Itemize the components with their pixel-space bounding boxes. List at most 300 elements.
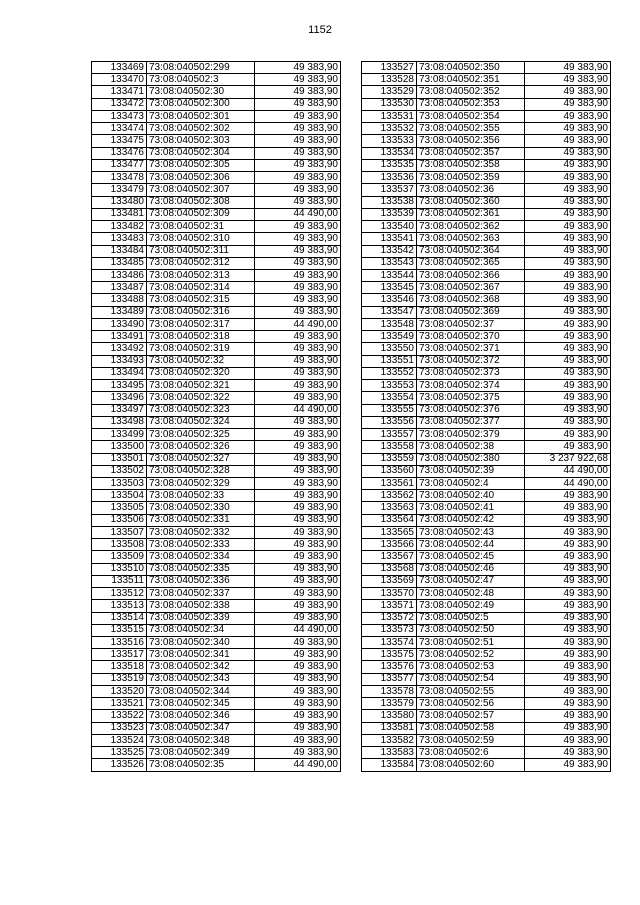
value-cell: 49 383,90 [525,747,611,759]
row-number-cell: 133511 [92,575,147,587]
row-number-cell: 133544 [362,269,417,281]
value-cell: 49 383,90 [255,441,341,453]
table-row [92,110,341,122]
cadastral-number-cell: 73:08:040502:4 [417,477,525,489]
row-number-cell: 133508 [92,539,147,551]
value-cell: 49 383,90 [255,661,341,673]
cadastral-number-cell: 73:08:040502:339 [147,612,255,624]
table-row [362,147,611,159]
table-row [92,575,341,587]
value-cell: 49 383,90 [255,172,341,184]
cadastral-number-cell: 73:08:040502:59 [417,734,525,746]
cadastral-number-cell: 73:08:040502:39 [417,465,525,477]
table-row [362,110,611,122]
row-number-cell: 133577 [362,673,417,685]
cadastral-number-cell: 73:08:040502:369 [417,306,525,318]
cadastral-number-cell: 73:08:040502:341 [147,649,255,661]
table-row [92,490,341,502]
table-row [362,172,611,184]
table-body-right [362,62,611,772]
table-row [92,612,341,624]
value-cell: 49 383,90 [525,575,611,587]
table-row [362,98,611,110]
value-cell: 49 383,90 [525,367,611,379]
value-cell: 49 383,90 [525,98,611,110]
cadastral-number-cell: 73:08:040502:357 [417,147,525,159]
row-number-cell: 133491 [92,331,147,343]
value-cell: 49 383,90 [255,563,341,575]
value-cell: 49 383,90 [525,637,611,649]
value-cell: 49 383,90 [525,429,611,441]
table-row [92,661,341,673]
value-cell: 49 383,90 [255,575,341,587]
cadastral-number-cell: 73:08:040502:332 [147,526,255,538]
value-cell: 49 383,90 [255,685,341,697]
table-row [362,221,611,233]
cadastral-number-cell: 73:08:040502:348 [147,734,255,746]
value-cell: 49 383,90 [525,123,611,135]
table-row [92,747,341,759]
row-number-cell: 133533 [362,135,417,147]
table-row [362,123,611,135]
value-cell: 49 383,90 [525,392,611,404]
row-number-cell: 133509 [92,551,147,563]
cadastral-number-cell: 73:08:040502:320 [147,367,255,379]
table-row [362,355,611,367]
cadastral-number-cell: 73:08:040502:301 [147,110,255,122]
cadastral-number-cell: 73:08:040502:48 [417,588,525,600]
table-row [362,74,611,86]
table-row [92,74,341,86]
table-row [362,306,611,318]
row-number-cell: 133574 [362,637,417,649]
table-row [362,747,611,759]
value-cell: 49 383,90 [255,649,341,661]
cadastral-number-cell: 73:08:040502:346 [147,710,255,722]
value-cell: 49 383,90 [525,245,611,257]
row-number-cell: 133578 [362,685,417,697]
table-row [92,343,341,355]
table-row [362,331,611,343]
value-cell: 49 383,90 [525,490,611,502]
cadastral-number-cell: 73:08:040502:51 [417,637,525,649]
value-cell: 49 383,90 [525,563,611,575]
row-number-cell: 133523 [92,722,147,734]
value-cell: 49 383,90 [255,233,341,245]
cadastral-number-cell: 73:08:040502:40 [417,490,525,502]
value-cell: 49 383,90 [525,343,611,355]
cadastral-number-cell: 73:08:040502:313 [147,269,255,281]
row-number-cell: 133515 [92,624,147,636]
table-row [362,282,611,294]
value-cell: 49 383,90 [255,526,341,538]
cadastral-number-cell: 73:08:040502:350 [417,62,525,74]
cadastral-number-cell: 73:08:040502:60 [417,759,525,771]
value-cell: 49 383,90 [525,722,611,734]
cadastral-number-cell: 73:08:040502:56 [417,698,525,710]
row-number-cell: 133502 [92,465,147,477]
cadastral-number-cell: 73:08:040502:55 [417,685,525,697]
cadastral-number-cell: 73:08:040502:349 [147,747,255,759]
table-row [92,294,341,306]
cadastral-number-cell: 73:08:040502:344 [147,685,255,697]
value-cell: 49 383,90 [255,429,341,441]
table-row [92,429,341,441]
value-cell: 49 383,90 [255,184,341,196]
row-number-cell: 133481 [92,208,147,220]
table-row [92,563,341,575]
value-cell: 49 383,90 [525,257,611,269]
cadastral-number-cell: 73:08:040502:36 [417,184,525,196]
value-cell: 44 490,00 [255,318,341,330]
cadastral-number-cell: 73:08:040502:368 [417,294,525,306]
cadastral-number-cell: 73:08:040502:372 [417,355,525,367]
cadastral-number-cell: 73:08:040502:302 [147,123,255,135]
value-cell: 49 383,90 [525,380,611,392]
row-number-cell: 133489 [92,306,147,318]
value-cell: 49 383,90 [525,331,611,343]
table-row [362,588,611,600]
table-row [92,624,341,636]
row-number-cell: 133549 [362,331,417,343]
table-row [362,734,611,746]
cadastral-number-cell: 73:08:040502:370 [417,331,525,343]
cadastral-number-cell: 73:08:040502:303 [147,135,255,147]
value-cell: 49 383,90 [255,465,341,477]
row-number-cell: 133552 [362,367,417,379]
table-row [92,600,341,612]
cadastral-table-right [361,61,611,772]
value-cell: 49 383,90 [525,661,611,673]
table-row [92,245,341,257]
row-number-cell: 133575 [362,649,417,661]
value-cell: 49 383,90 [255,110,341,122]
row-number-cell: 133535 [362,159,417,171]
cadastral-number-cell: 73:08:040502:305 [147,159,255,171]
row-number-cell: 133553 [362,380,417,392]
cadastral-number-cell: 73:08:040502:312 [147,257,255,269]
cadastral-number-cell: 73:08:040502:300 [147,98,255,110]
table-row [362,392,611,404]
table-row [362,490,611,502]
cadastral-number-cell: 73:08:040502:38 [417,441,525,453]
row-number-cell: 133527 [362,62,417,74]
cadastral-number-cell: 73:08:040502:345 [147,698,255,710]
table-row [362,62,611,74]
cadastral-number-cell: 73:08:040502:52 [417,649,525,661]
row-number-cell: 133519 [92,673,147,685]
value-cell: 49 383,90 [255,135,341,147]
cadastral-number-cell: 73:08:040502:53 [417,661,525,673]
cadastral-number-cell: 73:08:040502:311 [147,245,255,257]
cadastral-number-cell: 73:08:040502:328 [147,465,255,477]
table-row [92,367,341,379]
table-row [362,404,611,416]
cadastral-number-cell: 73:08:040502:334 [147,551,255,563]
cadastral-number-cell: 73:08:040502:32 [147,355,255,367]
cadastral-number-cell: 73:08:040502:41 [417,502,525,514]
cadastral-number-cell: 73:08:040502:299 [147,62,255,74]
row-number-cell: 133550 [362,343,417,355]
row-number-cell: 133534 [362,147,417,159]
row-number-cell: 133504 [92,490,147,502]
row-number-cell: 133536 [362,172,417,184]
value-cell: 49 383,90 [525,147,611,159]
value-cell: 44 490,00 [255,624,341,636]
row-number-cell: 133576 [362,661,417,673]
value-cell: 49 383,90 [525,600,611,612]
row-number-cell: 133556 [362,416,417,428]
row-number-cell: 133475 [92,135,147,147]
table-row [92,233,341,245]
row-number-cell: 133571 [362,600,417,612]
cadastral-number-cell: 73:08:040502:49 [417,600,525,612]
row-number-cell: 133477 [92,159,147,171]
cadastral-number-cell: 73:08:040502:317 [147,318,255,330]
value-cell: 49 383,90 [525,86,611,98]
value-cell: 49 383,90 [255,698,341,710]
value-cell: 49 383,90 [255,74,341,86]
cadastral-number-cell: 73:08:040502:6 [417,747,525,759]
cadastral-number-cell: 73:08:040502:44 [417,539,525,551]
table-row [362,233,611,245]
table-row [362,722,611,734]
row-number-cell: 133483 [92,233,147,245]
cadastral-number-cell: 73:08:040502:50 [417,624,525,636]
table-row [92,269,341,281]
cadastral-number-cell: 73:08:040502:373 [417,367,525,379]
cadastral-number-cell: 73:08:040502:3 [147,74,255,86]
cadastral-number-cell: 73:08:040502:42 [417,514,525,526]
table-row [362,612,611,624]
value-cell: 49 383,90 [255,514,341,526]
row-number-cell: 133500 [92,441,147,453]
value-cell: 49 383,90 [525,282,611,294]
cadastral-number-cell: 73:08:040502:47 [417,575,525,587]
table-row [362,257,611,269]
value-cell: 49 383,90 [525,416,611,428]
table-row [362,575,611,587]
cadastral-number-cell: 73:08:040502:324 [147,416,255,428]
value-cell: 49 383,90 [255,147,341,159]
cadastral-number-cell: 73:08:040502:34 [147,624,255,636]
table-row [362,208,611,220]
table-row [92,147,341,159]
cadastral-number-cell: 73:08:040502:337 [147,588,255,600]
row-number-cell: 133541 [362,233,417,245]
table-row [92,698,341,710]
cadastral-number-cell: 73:08:040502:335 [147,563,255,575]
row-number-cell: 133495 [92,380,147,392]
table-row [362,759,611,771]
table-row [362,196,611,208]
table-row [92,649,341,661]
table-row [362,526,611,538]
table-row [362,685,611,697]
cadastral-number-cell: 73:08:040502:353 [417,98,525,110]
value-cell: 49 383,90 [525,269,611,281]
cadastral-number-cell: 73:08:040502:356 [417,135,525,147]
cadastral-number-cell: 73:08:040502:338 [147,600,255,612]
value-cell: 49 383,90 [525,318,611,330]
row-number-cell: 133554 [362,392,417,404]
table-row [92,135,341,147]
row-number-cell: 133538 [362,196,417,208]
cadastral-number-cell: 73:08:040502:310 [147,233,255,245]
value-cell: 49 383,90 [525,196,611,208]
row-number-cell: 133494 [92,367,147,379]
value-cell: 49 383,90 [255,294,341,306]
value-cell: 44 490,00 [525,477,611,489]
row-number-cell: 133540 [362,221,417,233]
table-row [362,600,611,612]
table-row [92,759,341,771]
cadastral-number-cell: 73:08:040502:35 [147,759,255,771]
value-cell: 49 383,90 [255,710,341,722]
value-cell: 49 383,90 [525,514,611,526]
cadastral-number-cell: 73:08:040502:319 [147,343,255,355]
value-cell: 49 383,90 [525,551,611,563]
table-row [92,710,341,722]
value-cell: 49 383,90 [255,355,341,367]
value-cell: 49 383,90 [525,734,611,746]
cadastral-number-cell: 73:08:040502:322 [147,392,255,404]
value-cell: 49 383,90 [525,759,611,771]
cadastral-number-cell: 73:08:040502:57 [417,710,525,722]
value-cell: 49 383,90 [525,110,611,122]
cadastral-number-cell: 73:08:040502:333 [147,539,255,551]
value-cell: 49 383,90 [255,588,341,600]
row-number-cell: 133524 [92,734,147,746]
table-row [92,685,341,697]
row-number-cell: 133579 [362,698,417,710]
value-cell: 49 383,90 [255,747,341,759]
cadastral-number-cell: 73:08:040502:347 [147,722,255,734]
row-number-cell: 133482 [92,221,147,233]
cadastral-number-cell: 73:08:040502:304 [147,147,255,159]
row-number-cell: 133583 [362,747,417,759]
row-number-cell: 133496 [92,392,147,404]
table-row [92,477,341,489]
cadastral-number-cell: 73:08:040502:371 [417,343,525,355]
row-number-cell: 133558 [362,441,417,453]
table-row [362,673,611,685]
value-cell: 49 383,90 [525,612,611,624]
value-cell: 44 490,00 [255,404,341,416]
value-cell: 49 383,90 [525,172,611,184]
table-row [362,661,611,673]
table-row [92,123,341,135]
row-number-cell: 133485 [92,257,147,269]
cadastral-number-cell: 73:08:040502:375 [417,392,525,404]
cadastral-number-cell: 73:08:040502:54 [417,673,525,685]
value-cell: 49 383,90 [255,62,341,74]
cadastral-number-cell: 73:08:040502:330 [147,502,255,514]
row-number-cell: 133582 [362,734,417,746]
row-number-cell: 133530 [362,98,417,110]
value-cell: 49 383,90 [255,392,341,404]
table-row [92,159,341,171]
row-number-cell: 133568 [362,563,417,575]
row-number-cell: 133573 [362,624,417,636]
table-row [362,86,611,98]
cadastral-number-cell: 73:08:040502:308 [147,196,255,208]
table-row [92,465,341,477]
row-number-cell: 133476 [92,147,147,159]
cadastral-number-cell: 73:08:040502:307 [147,184,255,196]
row-number-cell: 133473 [92,110,147,122]
value-cell: 49 383,90 [255,490,341,502]
cadastral-number-cell: 73:08:040502:351 [417,74,525,86]
row-number-cell: 133584 [362,759,417,771]
cadastral-number-cell: 73:08:040502:326 [147,441,255,453]
cadastral-number-cell: 73:08:040502:366 [417,269,525,281]
value-cell: 49 383,90 [525,649,611,661]
row-number-cell: 133566 [362,539,417,551]
value-cell: 49 383,90 [525,233,611,245]
row-number-cell: 133557 [362,429,417,441]
table-row [92,62,341,74]
table-row [362,416,611,428]
row-number-cell: 133560 [362,465,417,477]
row-number-cell: 133570 [362,588,417,600]
cadastral-number-cell: 73:08:040502:316 [147,306,255,318]
cadastral-number-cell: 73:08:040502:342 [147,661,255,673]
cadastral-number-cell: 73:08:040502:361 [417,208,525,220]
table-row [92,404,341,416]
value-cell: 49 383,90 [255,477,341,489]
cadastral-number-cell: 73:08:040502:46 [417,563,525,575]
row-number-cell: 133471 [92,86,147,98]
row-number-cell: 133472 [92,98,147,110]
table-row [362,429,611,441]
table-row [92,734,341,746]
value-cell: 49 383,90 [255,196,341,208]
table-row [92,98,341,110]
table-row [362,367,611,379]
value-cell: 44 490,00 [255,759,341,771]
table-row [92,673,341,685]
row-number-cell: 133539 [362,208,417,220]
cadastral-number-cell: 73:08:040502:343 [147,673,255,685]
page-number: 1152 [308,24,332,36]
value-cell: 49 383,90 [255,673,341,685]
table-row [92,380,341,392]
row-number-cell: 133497 [92,404,147,416]
cadastral-number-cell: 73:08:040502:360 [417,196,525,208]
table-row [362,563,611,575]
cadastral-number-cell: 73:08:040502:31 [147,221,255,233]
cadastral-number-cell: 73:08:040502:321 [147,380,255,392]
cadastral-number-cell: 73:08:040502:327 [147,453,255,465]
value-cell: 49 383,90 [525,306,611,318]
table-row [362,624,611,636]
value-cell: 49 383,90 [525,539,611,551]
table-row [362,539,611,551]
table-row [362,184,611,196]
table-row [362,502,611,514]
value-cell: 49 383,90 [255,159,341,171]
value-cell: 49 383,90 [255,502,341,514]
row-number-cell: 133563 [362,502,417,514]
row-number-cell: 133498 [92,416,147,428]
table-row [362,441,611,453]
table-row [362,637,611,649]
table-row [92,722,341,734]
table-row [92,208,341,220]
value-cell: 49 383,90 [255,612,341,624]
value-cell: 49 383,90 [525,588,611,600]
